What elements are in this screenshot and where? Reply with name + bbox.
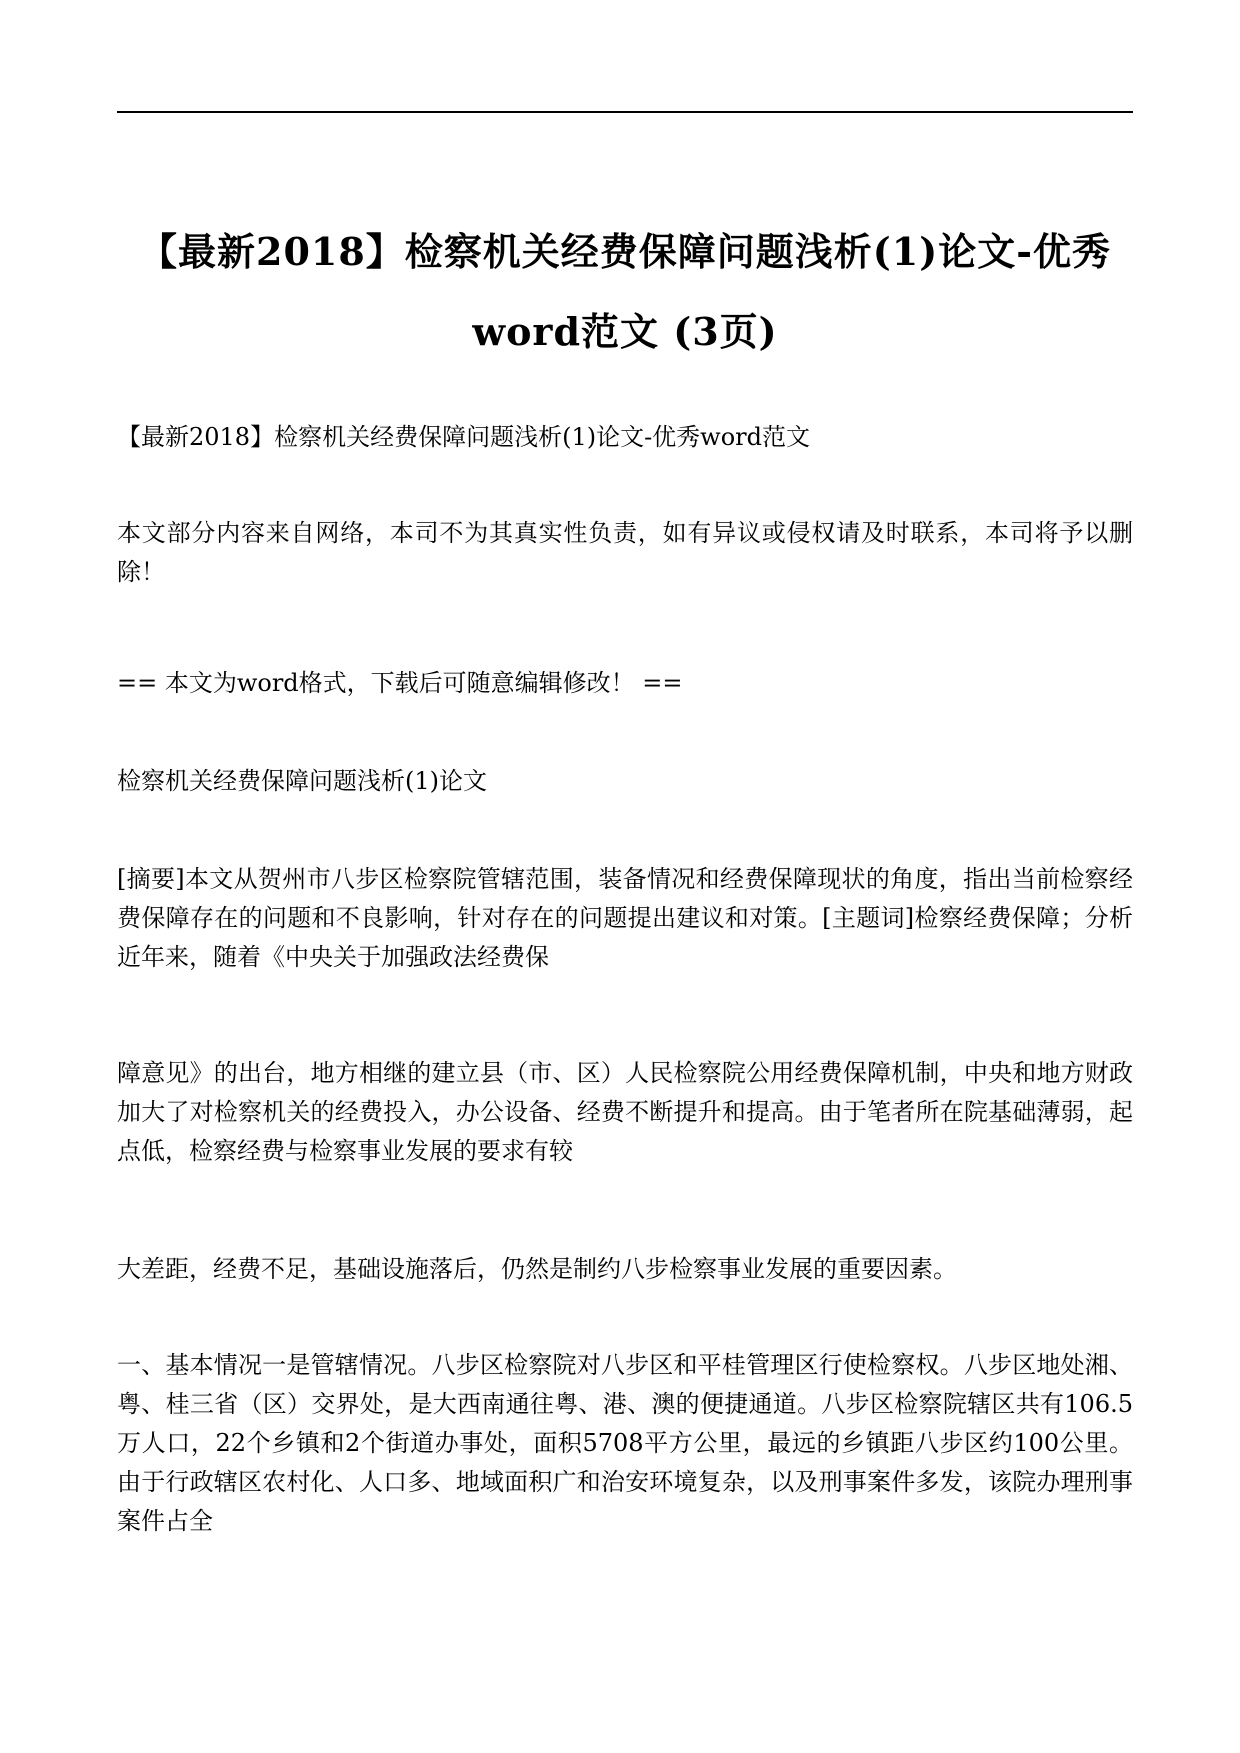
paragraph-body-3: 一、基本情况一是管辖情况。八步区检察院对八步区和平桂管理区行使检察权。八步区地处湘、粤、桂三省（区）交界处，是大西南通往粤、港、澳的便捷通道。八步区检察院辖区共有106.5万人口，22个乡镇和2个街道办事处，面积5708平方公里，最远的乡镇距八步区约100公里。由于行政辖区农村化、人口多、地域面积广和治安环境复杂，以及刑事案件多发，该院办理刑事案件占全 [117,1351,1133,1535]
document-title: 【最新2018】检察机关经费保障问题浅析(1)论文-优秀word范文 (3页) [139,229,1111,354]
paragraph-body-2: 大差距，经费不足，基础设施落后，仍然是制约八步检察事业发展的重要因素。 [117,1255,957,1283]
paragraph-disclaimer: 本文部分内容来自网络，本司不为其真实性负责，如有异议或侵权请及时联系，本司将予以删除！ [117,519,1133,586]
paragraph-abstract: [摘要]本文从贺州市八步区检察院管辖范围，装备情况和经费保障现状的角度，指出当前检察经费保障存在的问题和不良影响，针对存在的问题提出建议和对策。[主题词]检察经费保障；分析近年来，随着《中央关于加强政法经费保 [117,865,1133,971]
paragraph-body-1: 障意见》的出台，地方相继的建立县（市、区）人民检察院公用经费保障机制，中央和地方财政加大了对检察机关的经费投入，办公设备、经费不断提升和提高。由于笔者所在院基础薄弱，起点低，检察经费与检察事业发展的要求有较 [117,1059,1133,1165]
paragraph-subtitle: 【最新2018】检察机关经费保障问题浅析(1)论文-优秀word范文 [117,423,811,451]
header-rule [117,111,1133,113]
paragraph-article-title: 检察机关经费保障问题浅析(1)论文 [117,767,487,795]
paragraph-format-note: == 本文为word格式，下载后可随意编辑修改！ == [117,669,683,697]
